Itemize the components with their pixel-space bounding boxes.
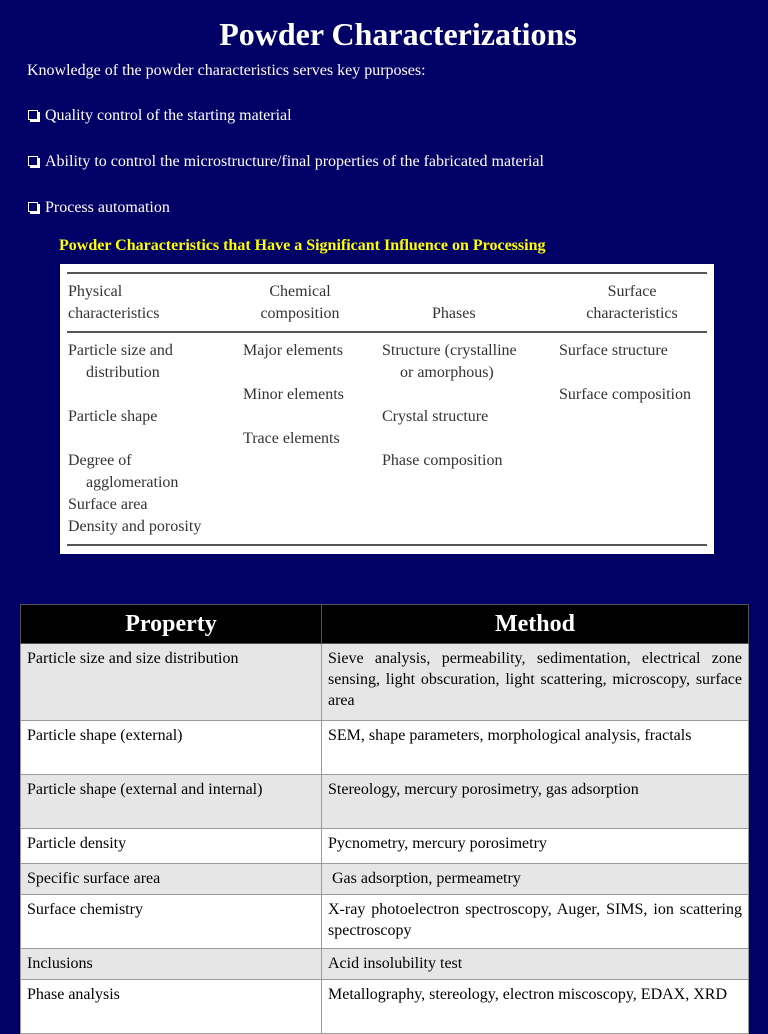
property-cell: Particle density xyxy=(21,829,322,864)
table-row xyxy=(21,644,749,721)
purpose-text: Quality control of the starting material xyxy=(45,107,292,124)
purpose-item xyxy=(28,151,544,197)
method-cell: Acid insolubility test xyxy=(322,949,749,980)
purpose-text: Ability to control the microstructure/final properties of the fabricated material xyxy=(45,153,544,170)
checkbox-bullet-icon xyxy=(28,202,38,212)
method-cell: Gas adsorption, permeametry xyxy=(322,864,749,895)
property-cell: Particle size and size distribution xyxy=(21,644,322,721)
table-row xyxy=(21,980,749,1034)
property-header: Property xyxy=(21,605,322,644)
method-cell: Metallography, stereology, electron miscoscopy, EDAX, XRD xyxy=(322,980,749,1034)
purpose-list xyxy=(28,105,544,243)
header-surface: Surface characteristics xyxy=(586,283,678,322)
characteristics-figure xyxy=(60,264,714,554)
physical-item: agglomeration xyxy=(86,474,179,491)
property-cell: Inclusions xyxy=(21,949,322,980)
chemical-item: Minor elements xyxy=(243,386,344,403)
physical-item: Surface area xyxy=(68,496,148,513)
intro-text: Knowledge of the powder characteristics serves key purposes: xyxy=(27,62,426,79)
page-title: Powder Characterizations xyxy=(219,16,577,52)
header-chemical: Chemical composition xyxy=(260,283,340,322)
checkbox-bullet-icon xyxy=(28,110,38,120)
purpose-text: Process automation xyxy=(45,199,170,216)
property-cell: Particle shape (external) xyxy=(21,721,322,775)
method-cell: Sieve analysis, permeability, sedimentation, electrical zone sensing, light obscuration, light scattering, microscopy, surface area xyxy=(322,644,749,721)
table-row xyxy=(21,721,749,775)
phases-item: Crystal structure xyxy=(382,408,489,425)
header-phases: Phases xyxy=(432,305,476,322)
surface-item: Surface composition xyxy=(559,386,691,403)
property-cell: Particle shape (external and internal) xyxy=(21,775,322,829)
phases-item: or amorphous) xyxy=(400,364,494,381)
physical-item: Particle shape xyxy=(68,408,158,425)
physical-item: distribution xyxy=(86,364,160,381)
method-cell: Stereology, mercury porosimetry, gas adsorption xyxy=(322,775,749,829)
phases-item: Phase composition xyxy=(382,452,503,469)
property-cell: Specific surface area xyxy=(21,864,322,895)
property-cell: Surface chemistry xyxy=(21,895,322,949)
surface-item: Surface structure xyxy=(559,342,668,359)
table-row xyxy=(21,775,749,829)
header-rule xyxy=(67,331,707,333)
physical-item: Degree of xyxy=(68,452,132,469)
phases-item: Structure (crystalline xyxy=(382,342,517,359)
table-row xyxy=(21,895,749,949)
table-row xyxy=(21,864,749,895)
table-header-row xyxy=(21,605,749,644)
physical-item: Density and porosity xyxy=(68,518,202,535)
property-cell: Phase analysis xyxy=(21,980,322,1034)
purpose-item xyxy=(28,105,544,151)
method-cell: SEM, shape parameters, morphological analysis, fractals xyxy=(322,721,749,775)
chemical-item: Major elements xyxy=(243,342,343,359)
header-physical: Physical characteristics xyxy=(68,283,160,322)
method-cell: Pycnometry, mercury porosimetry xyxy=(322,829,749,864)
method-cell: X-ray photoelectron spectroscopy, Auger, SIMS, ion scattering spectroscopy xyxy=(322,895,749,949)
table-row xyxy=(21,949,749,980)
methods-table xyxy=(20,604,749,1034)
physical-item: Particle size and xyxy=(68,342,173,359)
chemical-item: Trace elements xyxy=(243,430,340,447)
table-row xyxy=(21,829,749,864)
bottom-rule xyxy=(67,544,707,546)
characteristics-title: Powder Characteristics that Have a Significant Influence on Processing xyxy=(59,237,546,254)
checkbox-bullet-icon xyxy=(28,156,38,166)
top-rule xyxy=(67,272,707,274)
method-header: Method xyxy=(322,605,749,644)
